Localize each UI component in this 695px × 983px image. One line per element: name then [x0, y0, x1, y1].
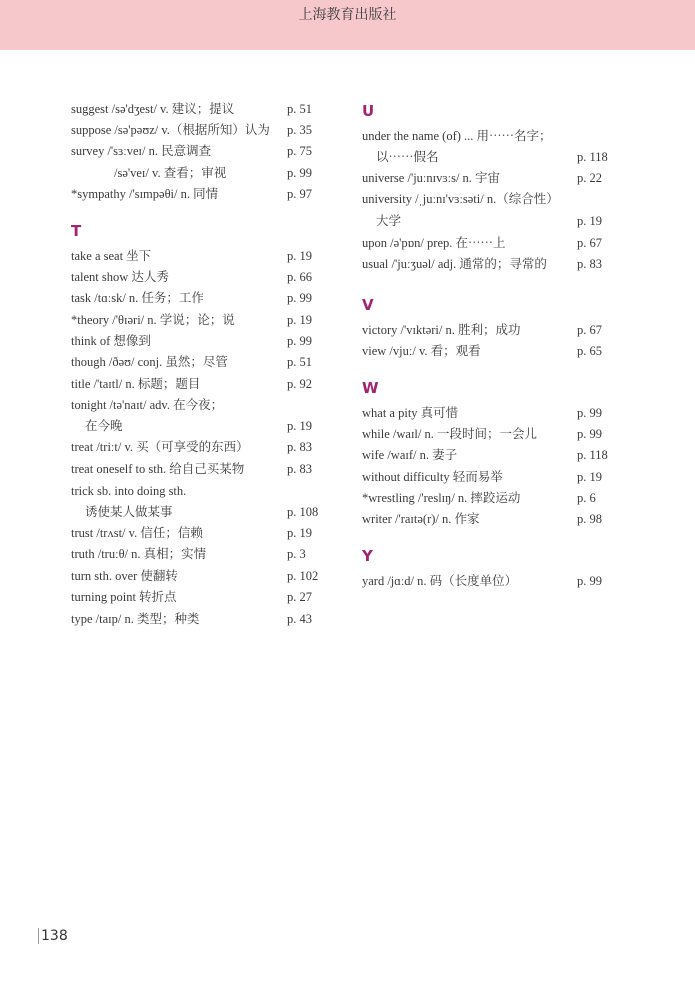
entry-page-ref: p. 66: [287, 270, 312, 284]
entry-term: turn sth. over 使翻转: [71, 569, 178, 583]
entry-term: under the name (of) ... 用⋯⋯名字；: [362, 129, 552, 143]
entry-term: wife /waɪf/ n. 妻子: [362, 448, 458, 462]
entry-page-ref: p. 102: [287, 569, 319, 583]
entry-term: trick sb. into doing sth.: [71, 484, 187, 498]
entry-term: think of 想像到: [71, 334, 151, 348]
entry-term: tonight /tə'naɪt/ adv. 在今夜；: [71, 398, 224, 412]
entry-page-ref: p. 19: [287, 313, 312, 327]
entry-term: 在今晚: [85, 419, 123, 433]
page-number: 138: [38, 928, 68, 944]
entry-page-ref: p. 19: [287, 526, 312, 540]
entry-term: *sympathy /'sɪmpəθi/ n. 同情: [71, 187, 219, 201]
entry-term: task /tɑːsk/ n. 任务；工作: [71, 291, 204, 305]
entry-term: what a pity 真可惜: [362, 406, 459, 420]
entry-page-ref: p. 51: [287, 355, 312, 369]
entry-term: yard /jɑːd/ n. 码（长度单位）: [362, 574, 518, 588]
entry-page-ref: p. 67: [577, 236, 602, 250]
entry-term: *wrestling /'reslɪŋ/ n. 摔跤运动: [362, 491, 521, 505]
section-letter-u: U: [362, 102, 375, 120]
entry-page-ref: p. 83: [287, 462, 312, 476]
entry-page-ref: p. 51: [287, 102, 312, 116]
entry-page-ref: p. 35: [287, 123, 312, 137]
entry-term: 大学: [376, 214, 402, 228]
entry-page-ref: p. 19: [577, 470, 602, 484]
entry-page-ref: p. 3: [287, 547, 306, 561]
entry-page-ref: p. 92: [287, 377, 312, 391]
entry-page-ref: p. 27: [287, 590, 312, 604]
entry-page-ref: p. 99: [287, 166, 312, 180]
entry-page-ref: p. 75: [287, 144, 312, 158]
entry-term: take a seat 坐下: [71, 249, 152, 263]
entry-term: while /waɪl/ n. 一段时间；一会儿: [362, 427, 537, 441]
section-letter-t: T: [71, 222, 82, 240]
entry-page-ref: p. 99: [577, 406, 602, 420]
entry-term: upon /ə'pɒn/ prep. 在⋯⋯上: [362, 236, 506, 250]
entry-page-ref: p. 108: [287, 505, 319, 519]
entry-page-ref: p. 118: [577, 150, 608, 164]
section-letter-w: W: [362, 379, 379, 397]
entry-page-ref: p. 22: [577, 171, 602, 185]
entry-term: though /ðəʊ/ conj. 虽然；尽管: [71, 355, 228, 369]
entry-term: truth /truːθ/ n. 真相；实情: [71, 547, 207, 561]
entry-page-ref: p. 19: [287, 249, 312, 263]
entry-term: /sə'veɪ/ v. 查看；审视: [114, 166, 227, 180]
entry-term: 以⋯⋯假名: [376, 150, 439, 164]
entry-page-ref: p. 97: [287, 187, 312, 201]
entry-page-ref: p. 98: [577, 512, 602, 526]
entry-term: 诱使某人做某事: [85, 505, 173, 519]
entry-term: universe /'juːnɪvɜːs/ n. 宇宙: [362, 171, 501, 185]
publisher-name: 上海教育出版社: [298, 7, 397, 23]
entry-page-ref: p. 65: [577, 344, 602, 358]
entry-term: usual /'juːʒuəl/ adj. 通常的；寻常的: [362, 257, 547, 271]
entry-term: turning point 转折点: [71, 590, 177, 604]
entry-page-ref: p. 19: [577, 214, 602, 228]
entry-page-ref: p. 6: [577, 491, 596, 505]
entry-page-ref: p. 99: [287, 334, 312, 348]
entry-term: suggest /sə'dʒest/ v. 建议；提议: [71, 102, 235, 116]
entry-page-ref: p. 118: [577, 448, 608, 462]
entry-page-ref: p. 99: [577, 427, 602, 441]
entry-page-ref: p. 99: [577, 574, 602, 588]
entry-page-ref: p. 43: [287, 612, 312, 626]
entry-term: treat oneself to sth. 给自己买某物: [71, 462, 245, 476]
entry-term: trust /trʌst/ v. 信任；信赖: [71, 526, 203, 540]
entry-term: writer /'raɪtə(r)/ n. 作家: [362, 512, 480, 526]
section-letter-y: Y: [362, 547, 373, 565]
entry-term: type /taɪp/ n. 类型；种类: [71, 612, 200, 626]
section-letter-v: V: [362, 296, 374, 314]
entry-page-ref: p. 67: [577, 323, 602, 337]
entry-page-ref: p. 19: [287, 419, 312, 433]
entry-page-ref: p. 83: [577, 257, 602, 271]
entry-term: without difficulty 轻而易举: [362, 470, 503, 484]
entry-term: treat /triːt/ v. 买（可享受的东西）: [71, 440, 249, 454]
entry-term: title /'taɪtl/ n. 标题；题目: [71, 377, 201, 391]
entry-term: victory /'vɪktəri/ n. 胜利；成功: [362, 323, 521, 337]
entry-page-ref: p. 99: [287, 291, 312, 305]
entry-term: suppose /sə'pəʊz/ v.（根据所知）认为: [71, 123, 270, 137]
entry-term: talent show 达人秀: [71, 270, 169, 284]
entry-term: university /ˌjuːnɪ'vɜːsəti/ n.（综合性）: [362, 192, 559, 206]
entry-term: *theory /'θɪəri/ n. 学说；论；说: [71, 313, 235, 327]
entry-term: survey /'sɜːveɪ/ n. 民意调查: [71, 144, 212, 158]
entry-term: view /vjuː/ v. 看；观看: [362, 344, 481, 358]
entry-page-ref: p. 83: [287, 440, 312, 454]
